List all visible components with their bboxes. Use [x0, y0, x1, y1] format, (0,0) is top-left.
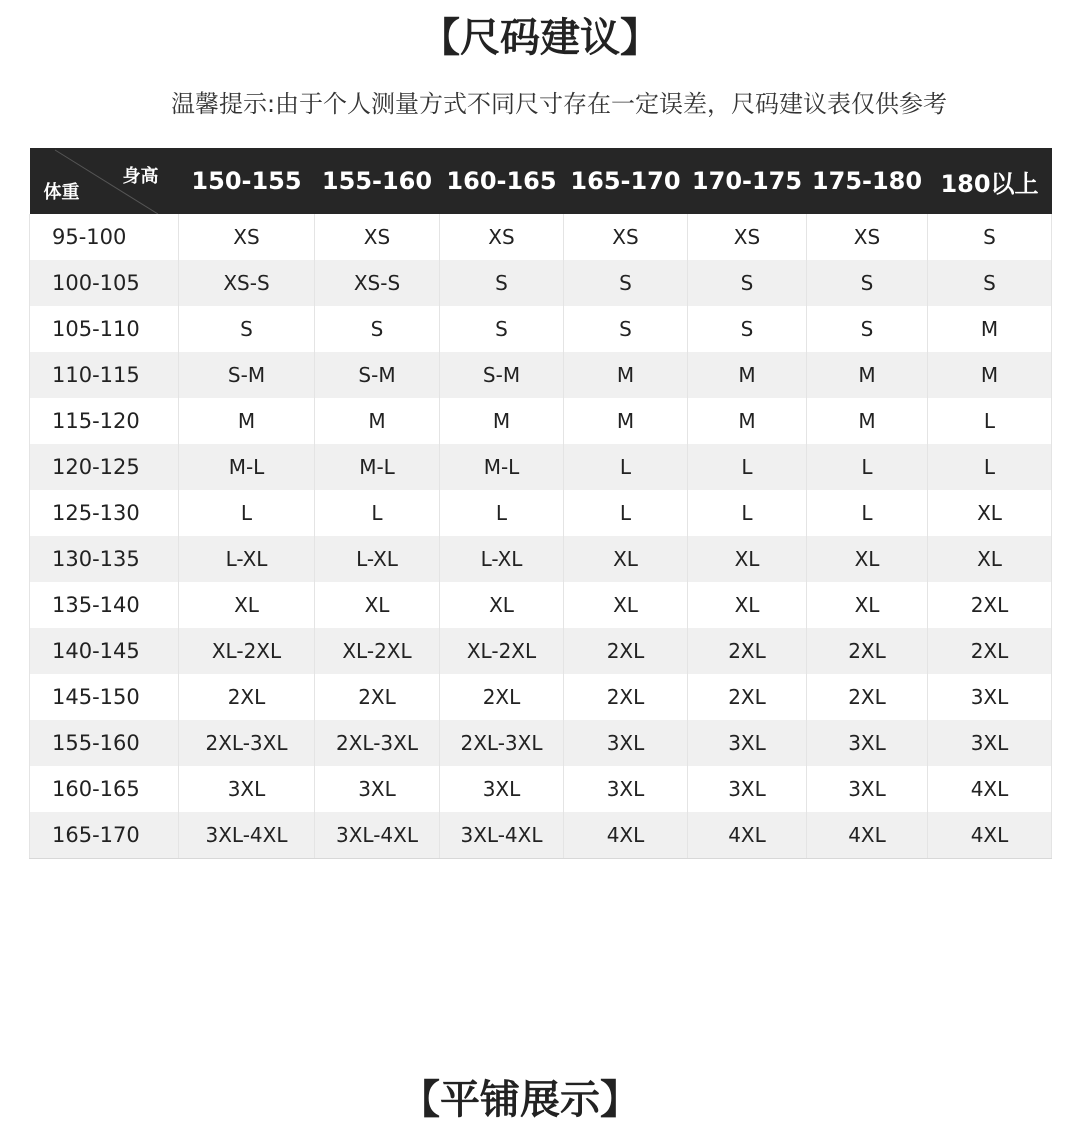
size-cell: L [807, 444, 928, 490]
size-cell: 2XL [928, 582, 1052, 628]
size-cell: S [440, 306, 564, 352]
size-cell: XL [928, 490, 1052, 536]
size-cell: S [807, 260, 928, 306]
size-cell: S [564, 260, 688, 306]
size-cell: L [440, 490, 564, 536]
size-cell: 4XL [807, 812, 928, 859]
table-row [30, 628, 1052, 674]
weight-cell: 125-130 [30, 490, 179, 536]
size-cell: L [928, 398, 1052, 444]
weight-cell: 95-100 [30, 214, 179, 260]
weight-cell: 110-115 [30, 352, 179, 398]
table-row [30, 490, 1052, 536]
size-cell: M [807, 352, 928, 398]
table-row [30, 582, 1052, 628]
table-row [30, 214, 1052, 260]
height-axis-label: 身高 [122, 166, 159, 187]
size-cell: XS [564, 214, 688, 260]
weight-cell: 140-145 [30, 628, 179, 674]
size-cell: L-XL [179, 536, 315, 582]
table-header-row [30, 148, 1052, 214]
size-notice: 温馨提示:由于个人测量方式不同尺寸存在一定误差，尺码建议表仅供参考 [170, 90, 948, 118]
size-cell: 4XL [564, 812, 688, 859]
size-cell: S-M [440, 352, 564, 398]
size-cell: 3XL [807, 766, 928, 812]
size-cell: 2XL [564, 628, 688, 674]
size-cell: S [440, 260, 564, 306]
size-cell: M [564, 352, 688, 398]
table-body [30, 214, 1052, 859]
weight-cell: 130-135 [30, 536, 179, 582]
size-chart-table [29, 148, 1052, 859]
size-cell: 3XL [688, 720, 807, 766]
size-cell: XL-2XL [315, 628, 440, 674]
size-cell: 2XL [807, 628, 928, 674]
size-cell: 3XL-4XL [440, 812, 564, 859]
size-cell: 2XL-3XL [315, 720, 440, 766]
size-cell: XL-2XL [179, 628, 315, 674]
size-cell: L [179, 490, 315, 536]
size-cell: XS-S [179, 260, 315, 306]
size-cell: XS [440, 214, 564, 260]
column-header: 165-170 [564, 148, 688, 214]
size-cell: L-XL [440, 536, 564, 582]
weight-cell: 155-160 [30, 720, 179, 766]
size-cell: S [928, 260, 1052, 306]
corner-header-cell [30, 148, 179, 214]
size-cell: M [440, 398, 564, 444]
size-cell: 3XL-4XL [179, 812, 315, 859]
weight-cell: 160-165 [30, 766, 179, 812]
size-cell: 2XL [807, 674, 928, 720]
size-cell: L [315, 490, 440, 536]
size-cell: 2XL [688, 628, 807, 674]
size-cell: M [807, 398, 928, 444]
size-cell: XL [688, 536, 807, 582]
size-cell: M [179, 398, 315, 444]
size-cell: XL [564, 536, 688, 582]
size-cell: L [564, 444, 688, 490]
size-cell: M [688, 352, 807, 398]
column-header: 175-180 [807, 148, 928, 214]
column-header: 155-160 [315, 148, 440, 214]
table-row [30, 444, 1052, 490]
size-cell: 3XL [688, 766, 807, 812]
table-row [30, 352, 1052, 398]
size-cell: XL [928, 536, 1052, 582]
size-cell: M [688, 398, 807, 444]
page-title: 【尺码建议】 [420, 15, 660, 61]
size-cell: S [564, 306, 688, 352]
weight-axis-label: 体重 [43, 182, 80, 203]
size-cell: 2XL [928, 628, 1052, 674]
size-cell: S-M [315, 352, 440, 398]
table-row [30, 260, 1052, 306]
size-cell: M [564, 398, 688, 444]
size-cell: 3XL [807, 720, 928, 766]
size-cell: XL [807, 582, 928, 628]
weight-cell: 165-170 [30, 812, 179, 859]
size-cell: L [688, 490, 807, 536]
size-cell: S [928, 214, 1052, 260]
size-cell: XL [564, 582, 688, 628]
size-cell: M [928, 306, 1052, 352]
table-row [30, 720, 1052, 766]
size-cell: 3XL [564, 766, 688, 812]
weight-cell: 145-150 [30, 674, 179, 720]
size-cell: 2XL [564, 674, 688, 720]
size-cell: 4XL [928, 812, 1052, 859]
size-cell: XS [688, 214, 807, 260]
size-cell: 4XL [688, 812, 807, 859]
column-header: 150-155 [179, 148, 315, 214]
next-section-title: 【平铺展示】 [400, 1077, 640, 1123]
table-row [30, 812, 1052, 859]
size-cell: XS [315, 214, 440, 260]
size-cell: M-L [440, 444, 564, 490]
weight-cell: 115-120 [30, 398, 179, 444]
weight-cell: 100-105 [30, 260, 179, 306]
size-cell: 2XL [315, 674, 440, 720]
size-cell: 2XL-3XL [440, 720, 564, 766]
size-cell: XS-S [315, 260, 440, 306]
size-cell: S [179, 306, 315, 352]
size-cell: 2XL [440, 674, 564, 720]
size-cell: XL [440, 582, 564, 628]
size-cell: L [807, 490, 928, 536]
size-cell: XS [179, 214, 315, 260]
weight-cell: 105-110 [30, 306, 179, 352]
table-row [30, 536, 1052, 582]
size-cell: S [688, 306, 807, 352]
size-cell: S [807, 306, 928, 352]
size-cell: L-XL [315, 536, 440, 582]
size-cell: M [928, 352, 1052, 398]
size-cell: 3XL [928, 674, 1052, 720]
size-cell: 3XL [440, 766, 564, 812]
size-cell: L [564, 490, 688, 536]
size-cell: 3XL [564, 720, 688, 766]
column-header: 160-165 [440, 148, 564, 214]
weight-cell: 120-125 [30, 444, 179, 490]
size-cell: M-L [179, 444, 315, 490]
size-cell: XL [315, 582, 440, 628]
size-cell: XS [807, 214, 928, 260]
size-cell: L [928, 444, 1052, 490]
size-cell: XL [807, 536, 928, 582]
size-cell: XL [688, 582, 807, 628]
weight-cell: 135-140 [30, 582, 179, 628]
size-cell: S [315, 306, 440, 352]
size-cell: L [688, 444, 807, 490]
size-cell: XL-2XL [440, 628, 564, 674]
column-header: 170-175 [688, 148, 807, 214]
size-cell: 2XL-3XL [179, 720, 315, 766]
size-cell: 3XL [179, 766, 315, 812]
table-row [30, 306, 1052, 352]
size-cell: XL [179, 582, 315, 628]
table-row [30, 766, 1052, 812]
size-cell: 3XL-4XL [315, 812, 440, 859]
size-cell: M [315, 398, 440, 444]
size-cell: S-M [179, 352, 315, 398]
size-cell: 3XL [315, 766, 440, 812]
size-cell: 3XL [928, 720, 1052, 766]
column-header: 180以上 [928, 148, 1052, 214]
size-cell: 2XL [179, 674, 315, 720]
size-cell: 4XL [928, 766, 1052, 812]
size-cell: S [688, 260, 807, 306]
table-row [30, 674, 1052, 720]
size-cell: M-L [315, 444, 440, 490]
size-cell: 2XL [688, 674, 807, 720]
table-row [30, 398, 1052, 444]
